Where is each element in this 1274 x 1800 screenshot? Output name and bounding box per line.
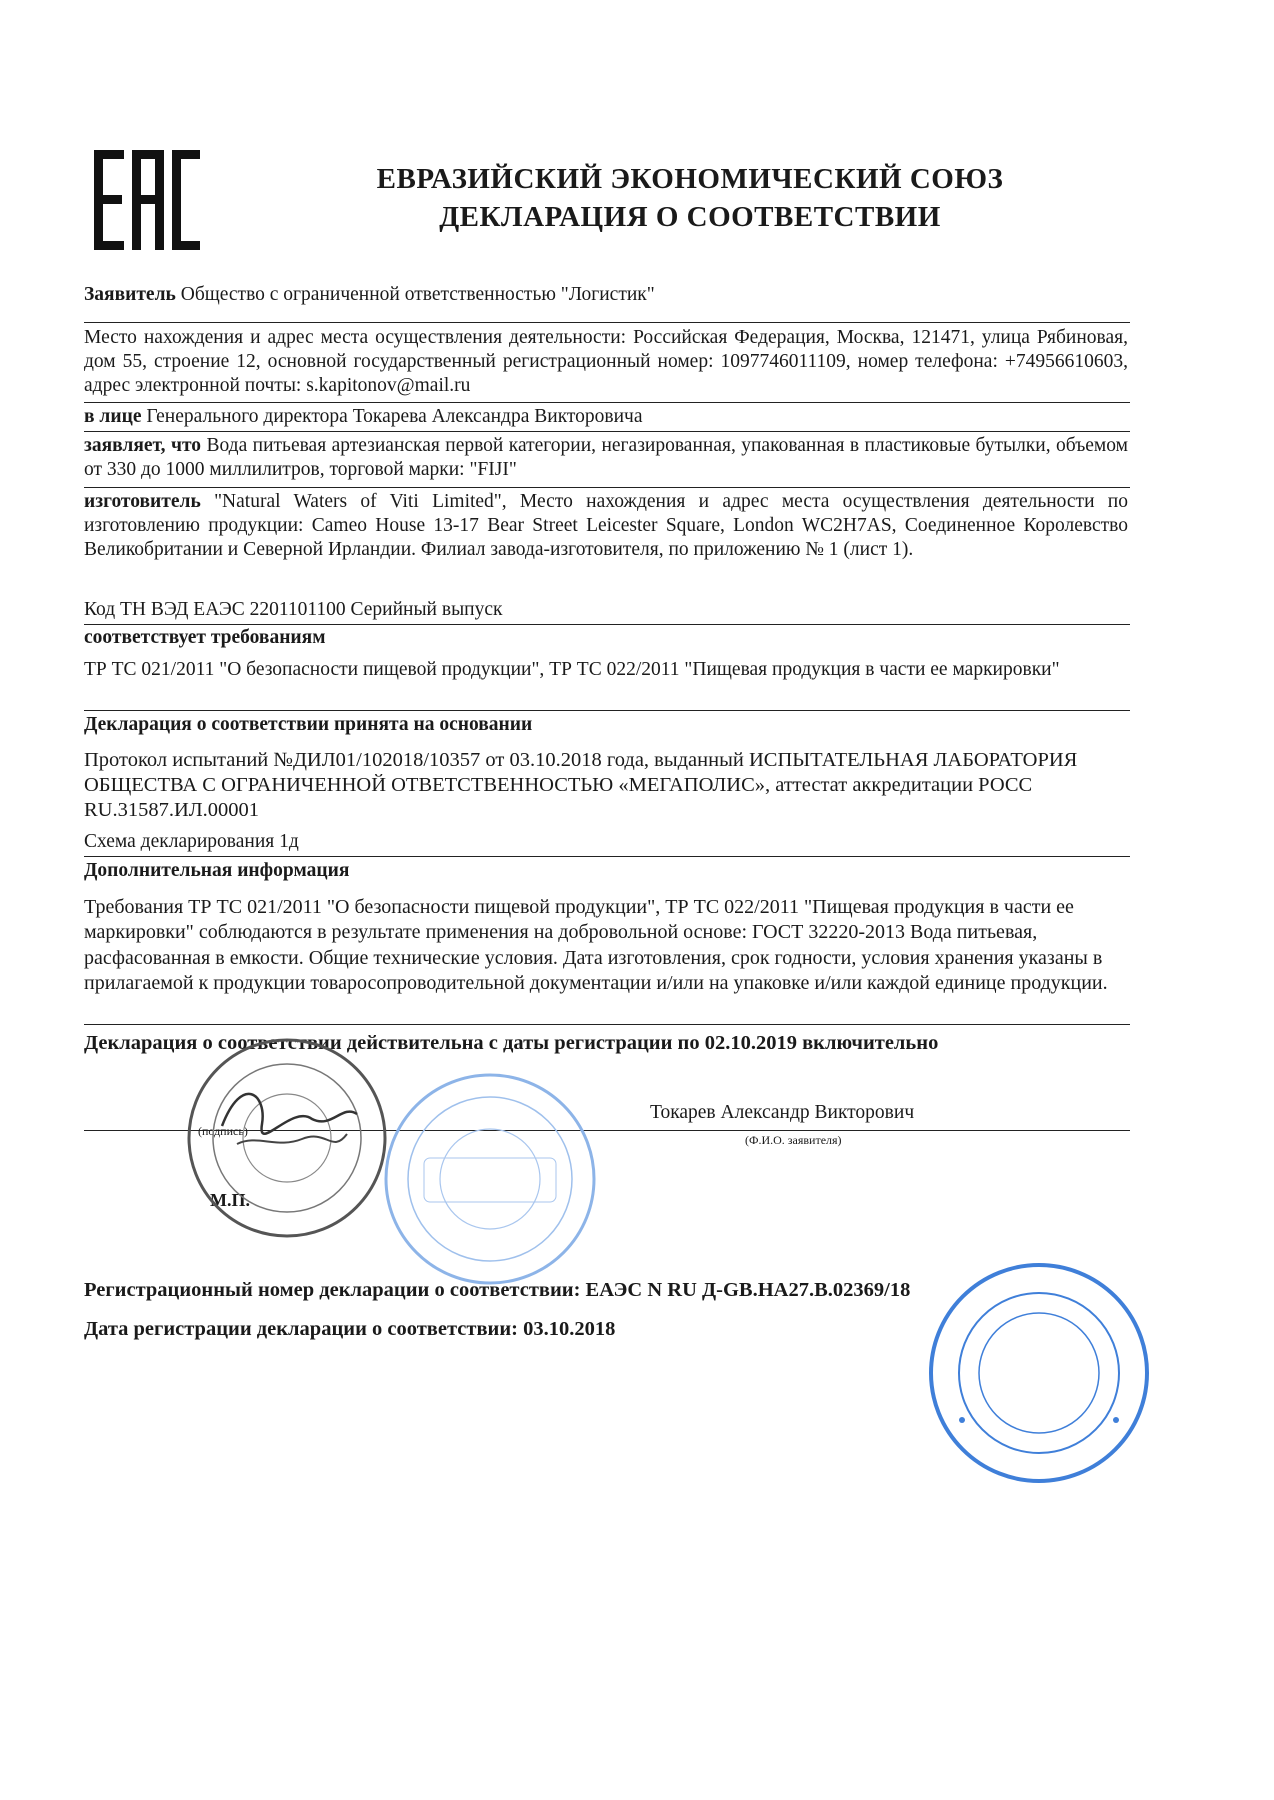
podpis-label: (подпись) [198, 1124, 248, 1138]
manufacturer-value: "Natural Waters of Viti Limited", Место нахождения и адрес места осуществления деятельности по изготовлению продукции: Cameo House 13-17 Bear Street Leicester Square, London WC2H7AS, Соединенное Королевство Великобритании и Северной Ирландии. Филиал завода-изготовителя, по приложению № 1 (лист 1). [84, 491, 1128, 560]
divider [84, 856, 1130, 857]
divider [84, 402, 1130, 403]
divider [84, 1024, 1130, 1025]
header-title: ДЕКЛАРАЦИЯ О СООТВЕТСТВИИ [439, 201, 941, 233]
nt-plus-stamp [926, 1260, 1152, 1486]
divider [84, 624, 1130, 625]
declares-value: Вода питьевая артезианская первой категории, негазированная, упакованная в пластиковые бутылки, объемом от 330 до 1000 миллилитров, торговой марки: "FIJI" [84, 435, 1128, 480]
additional-label: Дополнительная информация [84, 860, 350, 881]
applicant-line [84, 283, 1128, 307]
divider [84, 487, 1130, 488]
validity-line: Декларация о соответствии действительна с даты регистрации по 02.10.2019 включительно [84, 1032, 939, 1054]
additional-value: Требования ТР ТС 021/2011 "О безопасности пищевой продукции", ТР ТС 022/2011 "Пищевая продукция в части ее маркировки" соблюдаются в результате применения на добровольной основе: ГОСТ 32220-2013 Вода питьевая, расфасованная в емкости. Общие технические условия. Дата изготовления, срок годности, условия хранения указаны в прилагаемой к продукции товаросопроводительной документации и/или на упаковке и/или каждой единице продукции. [84, 896, 1108, 995]
header-union: ЕВРАЗИЙСКИЙ ЭКОНОМИЧЕСКИЙ СОЮЗ [376, 163, 1004, 195]
signatory-name: Токарев Александр Викторович [650, 1102, 915, 1123]
represented-value: Генерального директора Токарева Александра Викторовича [141, 406, 643, 427]
registration-number: Регистрационный номер декларации о соответствии: ЕАЭС N RU Д-GB.НА27.В.02369/18 [84, 1279, 911, 1301]
fio-label: (Ф.И.О. заявителя) [745, 1133, 842, 1147]
manufacturer-label: изготовитель [84, 491, 201, 512]
applicant-label: Заявитель [84, 284, 176, 305]
registration-date: Дата регистрации декларации о соответствии: 03.10.2018 [84, 1318, 616, 1340]
basis-value: Протокол испытаний №ДИЛ01/102018/10357 от 03.10.2018 года, выданный ИСПЫТАТЕЛЬНАЯ ЛАБОРАТОРИЯ ОБЩЕСТВА С ОГРАНИЧЕННОЙ ОТВЕТСТВЕННОСТЬЮ «МЕГАПОЛИС», аттестат аккредитации РОСС RU.31587.ИЛ.00001 [84, 749, 1078, 821]
basis-label: Декларация о соответствии принята на основании [84, 714, 533, 735]
divider [84, 431, 1130, 432]
divider [84, 710, 1130, 711]
document-header [260, 160, 1120, 236]
requirements-label: соответствует требованиям [84, 627, 326, 648]
address-block: Место нахождения и адрес места осуществления деятельности: Российская Федерация, Москва, 121471, улица Рябиновая, дом 55, строение 12, основной государственный регистрационный номер: 1097746011109, номер телефона: +74956610603, адрес электронной почты: s.kapitonov@mail.ru [84, 327, 1128, 396]
company-stamp-blue [380, 1070, 600, 1288]
mp-label: М.П. [210, 1190, 250, 1210]
applicant-value: Общество с ограниченной ответственностью "Логистик" [175, 284, 655, 305]
scheme-line: Схема декларирования 1д [84, 831, 299, 852]
manufacturer-block [84, 490, 1128, 562]
represented-label: в лице [84, 406, 142, 427]
divider [84, 322, 1130, 323]
eac-logo [94, 150, 200, 250]
company-seal-gray [182, 1034, 392, 1242]
declares-block [84, 434, 1128, 482]
tn-ved-line: Код ТН ВЭД ЕАЭС 2201101100 Серийный выпуск [84, 599, 503, 620]
declares-label: заявляет, что [84, 435, 202, 456]
represented-line [84, 405, 1128, 429]
requirements-value: ТР ТС 021/2011 "О безопасности пищевой продукции", ТР ТС 022/2011 "Пищевая продукция в части ее маркировки" [84, 659, 1060, 680]
